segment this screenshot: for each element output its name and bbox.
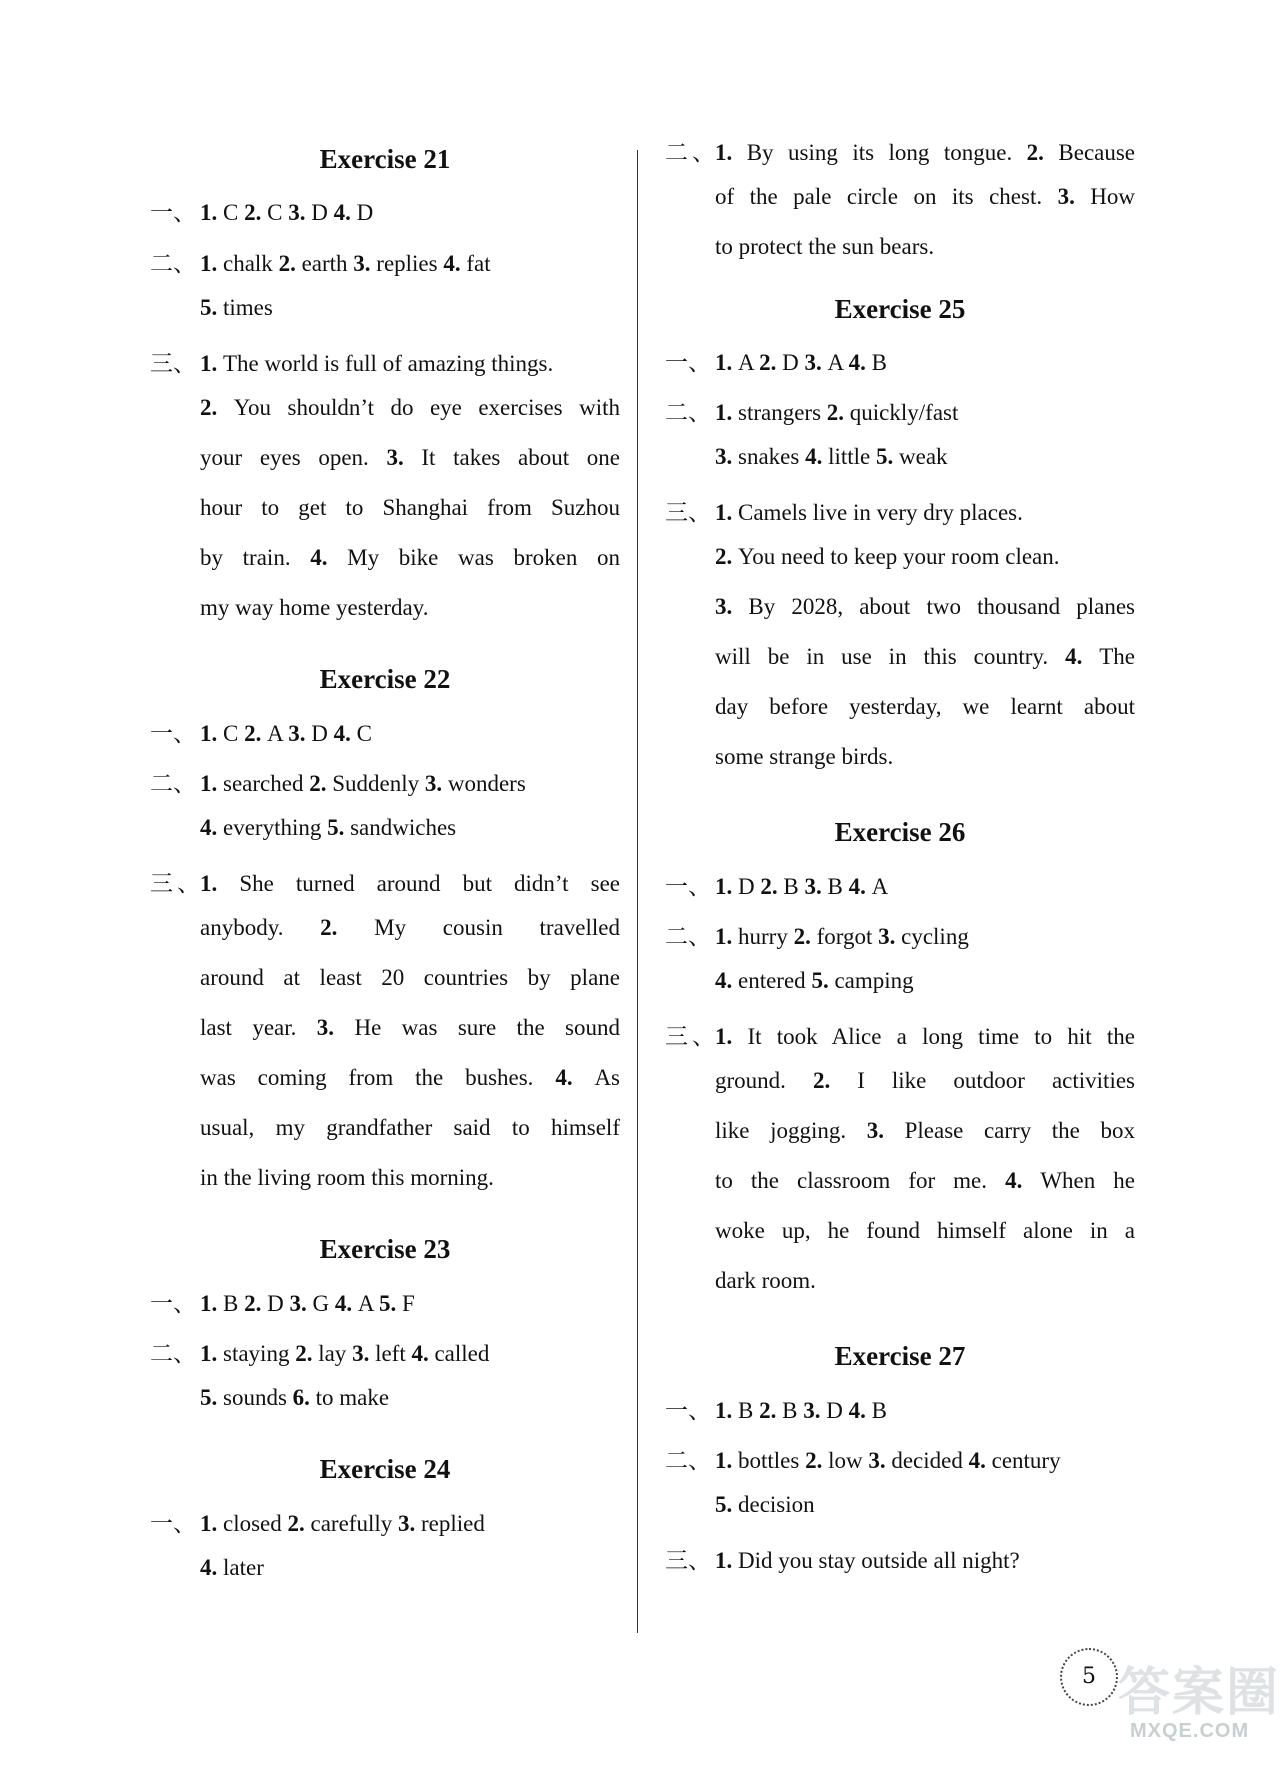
answer-text: usual, my grandfather said to himself: [200, 1115, 620, 1140]
answer-text: low: [828, 1448, 869, 1473]
item-number: 3.: [803, 1398, 827, 1423]
section-marker: 二、: [665, 1448, 711, 1473]
item-number: 2.: [287, 1511, 311, 1536]
item-number: 1.: [200, 1511, 223, 1536]
answer-text: The: [1099, 644, 1135, 669]
item-number: 4.: [1005, 1168, 1041, 1193]
section-marker: 三、: [150, 871, 200, 896]
item-number: 3.: [866, 1118, 905, 1143]
answer-line: [665, 1168, 1135, 1194]
section-marker: 一、: [665, 1398, 711, 1423]
answer-line: [150, 595, 620, 621]
answer-line: [665, 1542, 1135, 1575]
item-number: 1.: [715, 924, 738, 949]
answer-line: [665, 968, 1135, 994]
answer-text: Suddenly: [332, 771, 425, 796]
answer-line: [150, 765, 620, 798]
answer-text: decision: [738, 1492, 815, 1517]
item-number: 5.: [327, 815, 351, 840]
answer-text: You need to keep your room clean.: [738, 544, 1060, 569]
item-number: 1.: [200, 351, 223, 376]
answer-text: B: [871, 1398, 887, 1423]
answer-line: [150, 395, 620, 421]
answer-line: [665, 694, 1135, 720]
answer-text: fat: [466, 251, 491, 276]
item-number: 5.: [715, 1492, 738, 1517]
item-number: 2.: [200, 395, 234, 420]
answer-text: sandwiches: [350, 815, 457, 840]
answer-text: carefully: [310, 1511, 398, 1536]
answer-line: [150, 715, 620, 748]
answer-line: [150, 1065, 620, 1091]
answer-text: forgot: [816, 924, 879, 949]
item-number: 3.: [386, 445, 422, 470]
answer-line: [150, 815, 620, 841]
answer-text: woke up, he found himself alone in a: [715, 1218, 1135, 1243]
answer-line: [665, 744, 1135, 770]
item-number: 2.: [320, 915, 375, 940]
item-number: 2.: [759, 350, 783, 375]
item-number: 4.: [848, 1398, 872, 1423]
item-number: 1.: [715, 1548, 738, 1573]
watermark-url: MXQE.COM: [1130, 1720, 1250, 1742]
item-number: 3.: [804, 874, 828, 899]
item-number: 4.: [200, 815, 223, 840]
answer-text: wonders: [447, 771, 526, 796]
item-number: 1.: [715, 874, 738, 899]
item-number: 1.: [200, 721, 223, 746]
answer-text: My cousin travelled: [374, 915, 620, 940]
answer-text: strangers: [738, 400, 827, 425]
answer-line: [665, 1442, 1135, 1475]
answer-line: [665, 344, 1135, 377]
item-number: 4.: [333, 721, 357, 746]
answer-text: Because: [1058, 140, 1136, 165]
item-number: 1.: [200, 771, 223, 796]
item-number: 2.: [812, 1068, 858, 1093]
answer-text: D: [267, 1291, 290, 1316]
item-number: 2.: [309, 771, 333, 796]
answer-text: camping: [834, 968, 914, 993]
section-marker: 一、: [150, 1511, 196, 1536]
answer-text: D: [311, 200, 334, 225]
item-number: 2.: [278, 251, 302, 276]
item-number: 4.: [411, 1341, 435, 1366]
item-number: 3.: [715, 444, 738, 469]
item-number: 4.: [968, 1448, 992, 1473]
answer-text: to make: [315, 1385, 390, 1410]
answer-text: dark room.: [715, 1268, 816, 1293]
answer-text: some strange birds.: [715, 744, 894, 769]
answer-line: [150, 1385, 620, 1411]
answer-line: [150, 1285, 620, 1318]
item-number: 5.: [811, 968, 835, 993]
answer-text: A: [267, 721, 289, 746]
item-number: 5.: [378, 1291, 402, 1316]
answer-text: By using its long tongue.: [746, 140, 1027, 165]
answer-line: [150, 915, 620, 941]
answer-text: A: [827, 350, 849, 375]
exercise-heading: Exercise 25: [834, 294, 966, 324]
page-number: 5: [1060, 1648, 1118, 1706]
item-number: 2.: [805, 1448, 829, 1473]
item-number: 1.: [715, 1398, 738, 1423]
answer-text: left: [375, 1341, 412, 1366]
answer-text: will be in use in this country.: [715, 644, 1066, 669]
section-marker: 一、: [150, 200, 196, 225]
answer-text: She turned around but didn’t see: [239, 871, 620, 896]
answer-line: [150, 1555, 620, 1581]
answer-text: in the living room this morning.: [200, 1165, 494, 1190]
watermark-logo: 答案圈: [1118, 1663, 1281, 1723]
answer-line: [150, 545, 620, 571]
answer-text: snakes: [738, 444, 806, 469]
item-number: 1.: [715, 1448, 738, 1473]
answer-text: searched: [223, 771, 310, 796]
item-number: 4.: [200, 1555, 223, 1580]
answer-text: You shouldn’t do eye exercises with: [233, 395, 621, 420]
answer-line: [665, 444, 1135, 470]
answer-text: quickly/fast: [849, 400, 959, 425]
section-marker: 三、: [150, 351, 196, 376]
item-number: 2.: [295, 1341, 319, 1366]
answer-line: [665, 1118, 1135, 1144]
answer-text: B: [827, 874, 849, 899]
answer-text: ground.: [715, 1068, 813, 1093]
item-number: 3.: [804, 350, 828, 375]
answer-line: [665, 644, 1135, 670]
answer-text: little: [828, 444, 876, 469]
answer-text: hour to get to Shanghai from Suzhou: [200, 495, 620, 520]
answer-text: last year.: [200, 1015, 317, 1040]
answer-text: C: [356, 721, 372, 746]
item-number: 5.: [200, 295, 223, 320]
item-number: 4.: [443, 251, 467, 276]
item-number: 3.: [1057, 184, 1091, 209]
item-number: 1.: [200, 251, 223, 276]
answer-line: [665, 594, 1135, 620]
answer-line: [665, 1218, 1135, 1244]
item-number: 1.: [200, 1341, 223, 1366]
item-number: 4.: [715, 968, 738, 993]
answer-text: around at least 20 countries by plane: [200, 965, 620, 990]
answer-line: [150, 965, 620, 991]
answer-text: It takes about one: [421, 445, 620, 470]
answer-text: G: [312, 1291, 335, 1316]
answer-text: Please carry the box: [904, 1118, 1135, 1143]
section-marker: 一、: [150, 1291, 196, 1316]
answer-text: weak: [899, 444, 948, 469]
answer-text: century: [991, 1448, 1061, 1473]
answer-text: C: [267, 200, 289, 225]
answer-line: [150, 245, 620, 278]
answer-text: F: [401, 1291, 415, 1316]
item-number: 1.: [715, 400, 738, 425]
answer-text: entered: [738, 968, 812, 993]
answer-line: [665, 184, 1135, 210]
answer-text: D: [738, 874, 761, 899]
item-number: 2.: [715, 544, 738, 569]
answer-text: A: [357, 1291, 379, 1316]
item-number: 3.: [288, 721, 312, 746]
answer-text: later: [223, 1555, 264, 1580]
item-number: 3.: [398, 1511, 421, 1536]
item-number: 4.: [1065, 644, 1100, 669]
answer-text: B: [738, 1398, 760, 1423]
section-marker: 三、: [665, 1548, 711, 1573]
answer-line: [150, 1115, 620, 1141]
exercise-heading: Exercise 26: [834, 817, 966, 847]
item-number: 5.: [200, 1385, 223, 1410]
answer-text: He was sure the sound: [354, 1015, 620, 1040]
section-marker: 二、: [665, 400, 711, 425]
answer-text: I like outdoor activities: [857, 1068, 1135, 1093]
answer-text: It took Alice a long time to hit the: [747, 1024, 1136, 1049]
answer-line: [665, 1268, 1135, 1294]
answer-text: to the classroom for me.: [715, 1168, 1006, 1193]
answer-text: chalk: [223, 251, 279, 276]
item-number: 3.: [715, 594, 749, 619]
answer-text: by train.: [200, 545, 311, 570]
answer-line: [665, 918, 1135, 951]
answer-text: C: [223, 200, 245, 225]
item-number: 1.: [200, 200, 223, 225]
item-number: 2.: [793, 924, 817, 949]
answer-text: Did you stay outside all night?: [738, 1548, 1020, 1573]
item-number: 3.: [316, 1015, 355, 1040]
answer-text: hurry: [738, 924, 794, 949]
answer-text: D: [311, 721, 334, 746]
item-number: 2.: [760, 874, 784, 899]
exercise-heading: Exercise 22: [319, 664, 451, 694]
answer-text: cycling: [901, 924, 969, 949]
item-number: 6.: [292, 1385, 316, 1410]
section-marker: 一、: [665, 350, 711, 375]
answer-line: [150, 445, 620, 471]
answer-text: sounds: [223, 1385, 293, 1410]
item-number: 3.: [868, 1448, 892, 1473]
column-divider: [637, 150, 638, 1633]
answer-line: [150, 1015, 620, 1041]
answer-text: like jogging.: [715, 1118, 867, 1143]
exercise-heading: Exercise 27: [834, 1341, 966, 1371]
item-number: 5.: [876, 444, 899, 469]
answer-text: earth: [301, 251, 354, 276]
item-number: 1.: [200, 871, 240, 896]
item-number: 2.: [826, 400, 850, 425]
answer-text: D: [356, 200, 374, 225]
item-number: 1.: [200, 1291, 223, 1316]
answer-text: your eyes open.: [200, 445, 387, 470]
answer-text: The world is full of amazing things.: [223, 351, 554, 376]
answer-line: [150, 495, 620, 521]
answer-text: everything: [223, 815, 328, 840]
item-number: 2.: [244, 200, 268, 225]
section-marker: 二、: [665, 140, 715, 165]
item-number: 4.: [334, 1291, 358, 1316]
answer-line: [665, 494, 1135, 527]
answer-line: [665, 134, 1135, 167]
answer-text: times: [223, 295, 273, 320]
item-number: 1.: [715, 500, 738, 525]
answer-text: called: [434, 1341, 490, 1366]
answer-text: closed: [223, 1511, 288, 1536]
answer-line: [665, 394, 1135, 427]
answer-text: day before yesterday, we learnt about: [715, 694, 1135, 719]
item-number: 3.: [288, 200, 312, 225]
item-number: 4.: [848, 350, 872, 375]
item-number: 3.: [289, 1291, 313, 1316]
answer-text: B: [782, 1398, 804, 1423]
exercise-heading: Exercise 23: [319, 1234, 451, 1264]
item-number: 2.: [1026, 140, 1059, 165]
answer-text: D: [826, 1398, 849, 1423]
answer-text: decided: [891, 1448, 969, 1473]
answer-text: A: [871, 874, 889, 899]
answer-line: [665, 1392, 1135, 1425]
section-marker: 二、: [150, 771, 196, 796]
section-marker: 二、: [150, 1341, 196, 1366]
answer-text: When he: [1040, 1168, 1135, 1193]
item-number: 1.: [715, 350, 738, 375]
exercise-heading: Exercise 21: [319, 144, 451, 174]
item-number: 3.: [424, 771, 448, 796]
section-marker: 三、: [665, 1024, 715, 1049]
answer-text: D: [782, 350, 805, 375]
answer-line: [150, 194, 620, 227]
answer-text: staying: [223, 1341, 296, 1366]
answer-line: [150, 865, 620, 898]
answer-line: [150, 1335, 620, 1368]
answer-line: [665, 1492, 1135, 1518]
answer-line: [150, 1505, 620, 1538]
answer-text: bottles: [738, 1448, 806, 1473]
answer-text: was coming from the bushes.: [200, 1065, 556, 1090]
section-marker: 一、: [150, 721, 196, 746]
answer-text: My bike was broken on: [347, 545, 621, 570]
item-number: 1.: [715, 140, 747, 165]
answer-line: [150, 345, 620, 378]
answer-text: B: [871, 350, 887, 375]
answer-text: How: [1090, 184, 1136, 209]
section-marker: 一、: [665, 874, 711, 899]
item-number: 4.: [310, 545, 348, 570]
item-number: 2.: [244, 721, 268, 746]
answer-text: B: [223, 1291, 245, 1316]
section-marker: 三、: [665, 500, 711, 525]
answer-line: [665, 1018, 1135, 1051]
item-number: 2.: [759, 1398, 783, 1423]
answer-text: Camels live in very dry places.: [738, 500, 1023, 525]
answer-text: C: [223, 721, 245, 746]
answer-text: lay: [318, 1341, 353, 1366]
answer-text: A: [738, 350, 760, 375]
answer-line: [665, 1068, 1135, 1094]
item-number: 4.: [805, 444, 829, 469]
answer-text: replied: [421, 1511, 485, 1536]
answer-line: [150, 1165, 620, 1191]
answer-line: [665, 544, 1135, 570]
item-number: 4.: [333, 200, 357, 225]
item-number: 2.: [244, 1291, 268, 1316]
answer-text: of the pale circle on its chest.: [715, 184, 1058, 209]
item-number: 3.: [353, 251, 377, 276]
item-number: 3.: [878, 924, 902, 949]
exercise-heading: Exercise 24: [319, 1454, 451, 1484]
answer-text: replies: [376, 251, 444, 276]
item-number: 4.: [848, 874, 872, 899]
section-marker: 二、: [150, 251, 196, 276]
answer-line: [665, 868, 1135, 901]
answer-line: [150, 295, 620, 321]
answer-text: anybody.: [200, 915, 321, 940]
answer-text: As: [594, 1065, 620, 1090]
item-number: 1.: [715, 1024, 748, 1049]
item-number: 3.: [352, 1341, 376, 1366]
section-marker: 二、: [665, 924, 711, 949]
answer-line: [665, 234, 1135, 260]
answer-text: to protect the sun bears.: [715, 234, 935, 259]
answer-text: By 2028, about two thousand planes: [748, 594, 1135, 619]
answer-text: my way home yesterday.: [200, 595, 429, 620]
answer-text: B: [783, 874, 805, 899]
item-number: 4.: [555, 1065, 595, 1090]
